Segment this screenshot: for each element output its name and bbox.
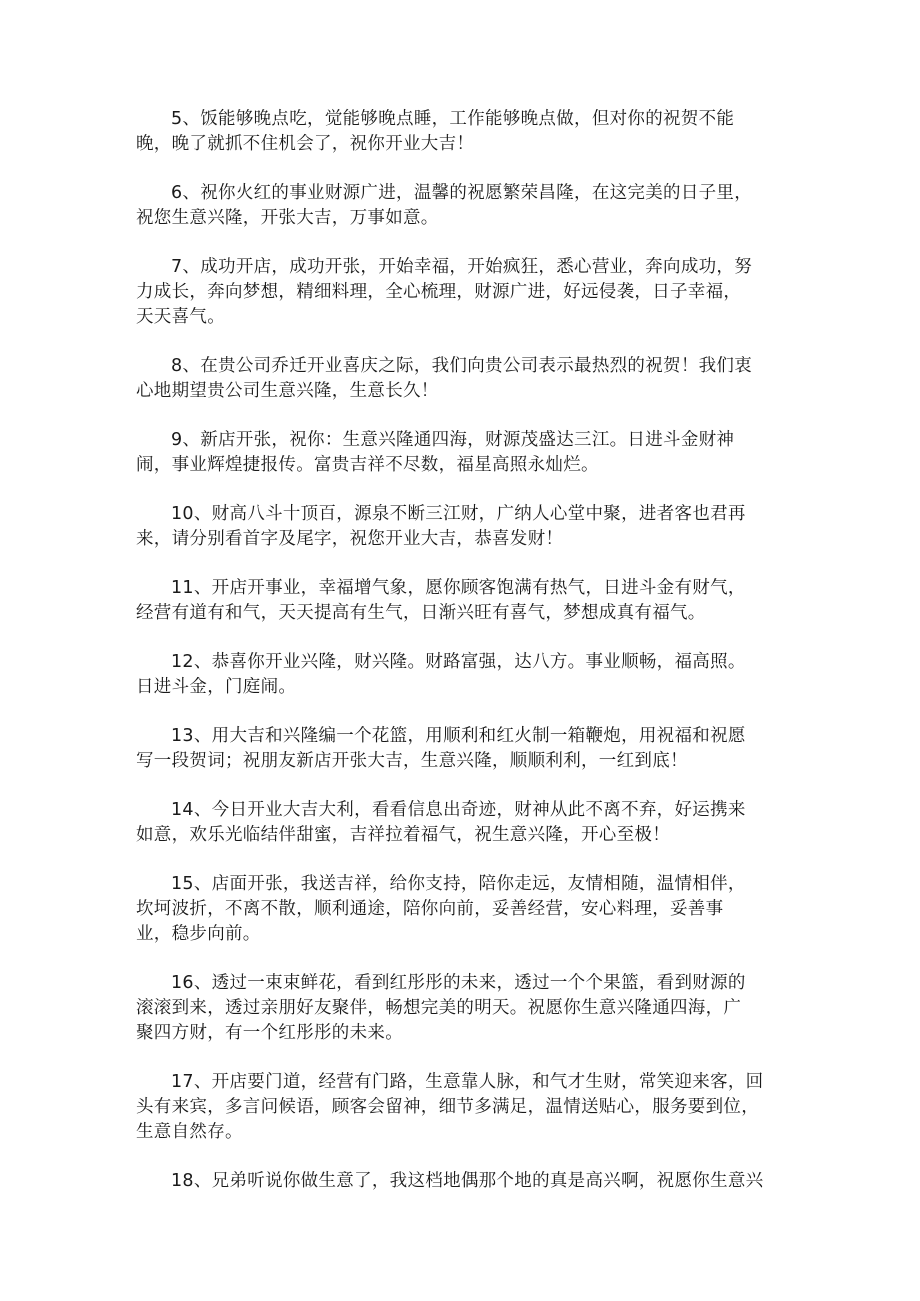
paragraph-line: 头有来宾，多言问候语，顾客会留神，细节多满足，温情送贴心，服务要到位，: [136, 1097, 759, 1117]
blessing-paragraph: [136, 181, 786, 231]
paragraph-line: 来，请分别看首字及尾字，祝您开业大吉，恭喜发财！: [136, 529, 564, 549]
blessing-paragraph: [136, 798, 786, 848]
paragraph-line: 晚，晚了就抓不住机会了，祝你开业大吉！: [136, 134, 475, 154]
blessing-paragraph: [136, 428, 786, 478]
paragraph-line: 力成长，奔向梦想，精细料理，全心梳理，财源广进，好远侵袭，日子幸福，: [136, 282, 742, 302]
paragraph-line: 8、在贵公司乔迁开业喜庆之际，我们向贵公司表示最热烈的祝贺！我们衷: [171, 356, 753, 376]
paragraph-line: 9、新店开张，祝你：生意兴隆通四海，财源茂盛达三江。日进斗金财神: [171, 430, 735, 450]
document-body: [136, 107, 786, 1218]
paragraph-line: 17、开店要门道，经营有门路，生意靠人脉，和气才生财，常笑迎来客，回: [171, 1072, 764, 1092]
paragraph-line: 闹，事业辉煌捷报传。富贵吉祥不尽数，福星高照永灿烂。: [136, 455, 599, 475]
paragraph-line: 16、透过一束束鲜花，看到红彤彤的未来，透过一个个果篮，看到财源的: [171, 973, 746, 993]
blessing-paragraph: [136, 971, 786, 1046]
paragraph-line: 聚四方财，有一个红彤彤的未来。: [136, 1023, 403, 1043]
paragraph-line: 7、成功开店，成功开张，开始幸福，开始疯狂，悉心营业，奔向成功，努: [171, 257, 753, 277]
blessing-paragraph: [136, 650, 786, 700]
paragraph-line: 祝您生意兴隆，开张大吉，万事如意。: [136, 208, 439, 228]
blessing-paragraph: [136, 354, 786, 404]
blessing-paragraph: [136, 1169, 786, 1194]
blessing-paragraph: [136, 724, 786, 774]
paragraph-line: 15、店面开张，我送吉祥，给你支持，陪你走远，友情相随，温情相伴，: [171, 874, 746, 894]
paragraph-line: 日进斗金，门庭闹。: [136, 677, 297, 697]
paragraph-line: 天天喜气。: [136, 307, 225, 327]
paragraph-line: 业，稳步向前。: [136, 924, 261, 944]
paragraph-line: 生意自然存。: [136, 1122, 243, 1142]
blessing-paragraph: [136, 872, 786, 947]
paragraph-line: 6、祝你火红的事业财源广进，温馨的祝愿繁荣昌隆，在这完美的日子里，: [171, 183, 753, 203]
blessing-paragraph: [136, 1070, 786, 1145]
paragraph-line: 写一段贺词；祝朋友新店开张大吉，生意兴隆，顺顺利利，一红到底！: [136, 751, 688, 771]
blessing-paragraph: [136, 255, 786, 330]
paragraph-line: 14、今日开业大吉大利，看看信息出奇迹，财神从此不离不弃，好运携来: [171, 800, 746, 820]
blessing-paragraph: [136, 107, 786, 157]
paragraph-line: 滚滚到来，透过亲朋好友聚伴，畅想完美的明天。祝愿你生意兴隆通四海，广: [136, 998, 742, 1018]
paragraph-line: 经营有道有和气，天天提高有生气，日渐兴旺有喜气，梦想成真有福气。: [136, 603, 706, 623]
paragraph-line: 18、兄弟听说你做生意了，我这档地偶那个地的真是高兴啊，祝愿你生意兴: [171, 1171, 764, 1191]
paragraph-line: 如意，欢乐光临结伴甜蜜，吉祥拉着福气，祝生意兴隆，开心至极！: [136, 825, 670, 845]
paragraph-line: 坎坷波折，不离不散，顺利通途，陪你向前，妥善经营，安心料理，妥善事: [136, 899, 724, 919]
paragraph-line: 11、开店开事业，幸福增气象，愿你顾客饱满有热气，日进斗金有财气，: [171, 578, 746, 598]
paragraph-line: 5、饭能够晚点吃，觉能够晚点睡，工作能够晚点做，但对你的祝贺不能: [171, 109, 735, 129]
paragraph-line: 12、恭喜你开业兴隆，财兴隆。财路富强，达八方。事业顺畅，福高照。: [171, 652, 746, 672]
paragraph-line: 13、用大吉和兴隆编一个花篮，用顺利和红火制一箱鞭炮，用祝福和祝愿: [171, 726, 746, 746]
paragraph-line: 心地期望贵公司生意兴隆，生意长久！: [136, 381, 439, 401]
blessing-paragraph: [136, 576, 786, 626]
paragraph-line: 10、财高八斗十顶百，源泉不断三江财，广纳人心堂中聚，进者客也君再: [171, 504, 746, 524]
blessing-paragraph: [136, 502, 786, 552]
